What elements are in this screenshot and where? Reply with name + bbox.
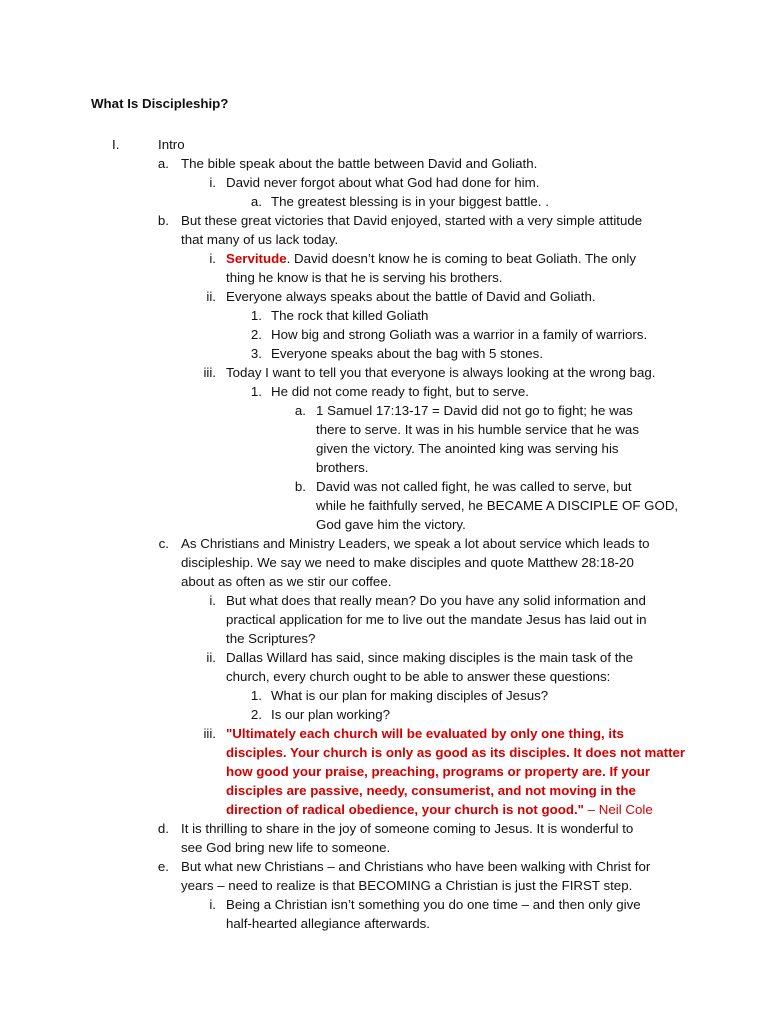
list-item-text: How big and strong Goliath was a warrior in a family of warriors. [271, 327, 648, 342]
outline-line [0, 135, 768, 154]
quote-text: how good your praise, preaching, programs or property are. If your [226, 764, 651, 779]
list-marker: i. [209, 897, 216, 912]
list-item-text: What is our plan for making disciples of Jesus? [271, 688, 549, 703]
list-marker: d. [157, 821, 169, 836]
outline-line [0, 211, 768, 230]
list-item-text: God gave him the victory. [316, 517, 466, 532]
quote-text: disciples. Your church is only as good as its disciples. It does not matter [226, 745, 686, 760]
quote-text: "Ultimately each church will be evaluated by only one thing, its [226, 726, 624, 741]
list-marker: iii. [203, 365, 216, 380]
list-item-text-part: . David doesn’t know he is coming to beat Goliath. The only [286, 251, 636, 266]
list-item-text: there to serve. It was in his humble service that he was [316, 422, 639, 437]
list-marker: 3. [250, 346, 262, 361]
list-item-text: The greatest blessing is in your biggest battle. . [271, 194, 549, 209]
outline-line [0, 572, 768, 591]
outline-line [0, 838, 768, 857]
quote-text: direction of radical obedience, your church is not good." [226, 802, 584, 817]
list-marker: a. [294, 403, 306, 418]
quote-text: disciples are passive, needy, consumerist, and not moving in the [226, 783, 636, 798]
outline-line [0, 306, 768, 325]
outline-line [0, 439, 768, 458]
list-marker: i. [209, 175, 216, 190]
outline-line [0, 363, 768, 382]
outline-line [0, 724, 768, 743]
list-item-text: about as often as we stir our coffee. [181, 574, 392, 589]
list-marker: b. [294, 479, 306, 494]
outline-line [0, 249, 768, 268]
list-item-text: Everyone always speaks about the battle of David and Goliath. [226, 289, 596, 304]
list-item-text: church, every church ought to be able to answer these questions: [226, 669, 611, 684]
outline-line [0, 154, 768, 173]
quote-attribution: – Neil Cole [583, 802, 653, 817]
list-marker: 2. [250, 327, 262, 342]
list-item-text: The bible speak about the battle between David and Goliath. [181, 156, 538, 171]
emphasis-word: Servitude [226, 251, 287, 266]
outline-line [0, 420, 768, 439]
list-item-text: The rock that killed Goliath [271, 308, 429, 323]
list-item-text: see God bring new life to someone. [181, 840, 391, 855]
outline-line [0, 477, 768, 496]
outline-line [0, 781, 768, 800]
outline-line [0, 648, 768, 667]
outline-line [0, 230, 768, 249]
outline-line [0, 268, 768, 287]
outline-line [0, 667, 768, 686]
outline-line [0, 743, 768, 762]
list-item-text: given the victory. The anointed king was serving his [316, 441, 619, 456]
list-item-text [226, 249, 636, 268]
list-marker: iii. [203, 726, 216, 741]
outline-line [0, 344, 768, 363]
list-marker: I. [112, 137, 120, 152]
list-item-text: practical application for me to live out the mandate Jesus has laid out in [226, 612, 647, 627]
outline-line [0, 192, 768, 211]
list-item-text: the Scriptures? [226, 631, 316, 646]
list-item-text: Everyone speaks about the bag with 5 stones. [271, 346, 544, 361]
page-title: What Is Discipleship? [91, 96, 229, 111]
list-item-text: while he faithfully served, he BECAME A DISCIPLE OF GOD, [316, 498, 679, 513]
outline-line [0, 173, 768, 192]
list-item-text: Today I want to tell you that everyone is always looking at the wrong bag. [226, 365, 656, 380]
list-marker: i. [209, 593, 216, 608]
outline-line [0, 914, 768, 933]
outline-line [0, 895, 768, 914]
list-item-text: David was not called fight, he was called to serve, but [316, 479, 632, 494]
list-item-text: brothers. [316, 460, 369, 475]
list-marker: 1. [250, 688, 262, 703]
list-item-text: But what new Christians – and Christians who have been walking with Christ for [181, 859, 651, 874]
list-item-text: It is thrilling to share in the joy of someone coming to Jesus. It is wonderful to [181, 821, 634, 836]
outline-line [0, 610, 768, 629]
outline-line [0, 553, 768, 572]
outline-line [0, 515, 768, 534]
list-item-text: Dallas Willard has said, since making disciples is the main task of the [226, 650, 634, 665]
list-item-text: thing he know is that he is serving his brothers. [226, 270, 503, 285]
list-item-text: Intro [158, 137, 185, 152]
list-marker: 2. [250, 707, 262, 722]
outline-line [0, 534, 768, 553]
list-marker: e. [157, 859, 169, 874]
outline-line [0, 705, 768, 724]
outline-line [0, 800, 768, 819]
list-item-text: 1 Samuel 17:13-17 = David did not go to fight; he was [316, 403, 633, 418]
outline-line [0, 382, 768, 401]
list-marker: i. [209, 251, 216, 266]
list-marker: a. [250, 194, 262, 209]
outline-line [0, 819, 768, 838]
list-item-text: He did not come ready to fight, but to serve. [271, 384, 529, 399]
list-marker: c. [158, 536, 169, 551]
outline-line [0, 762, 768, 781]
outline-line [0, 287, 768, 306]
outline-line [0, 496, 768, 515]
list-item-text: Is our plan working? [271, 707, 390, 722]
list-item-text: years – need to realize is that BECOMING a Christian is just the FIRST step. [181, 878, 633, 893]
list-item-text: David never forgot about what God had done for him. [226, 175, 540, 190]
list-item-text: half-hearted allegiance afterwards. [226, 916, 431, 931]
outline-line [0, 686, 768, 705]
list-marker: b. [157, 213, 169, 228]
outline-line [0, 325, 768, 344]
outline-line [0, 591, 768, 610]
list-item-text: Being a Christian isn’t something you do one time – and then only give [226, 897, 641, 912]
list-marker: 1. [250, 308, 262, 323]
list-item-text: that many of us lack today. [181, 232, 339, 247]
outline-line [0, 876, 768, 895]
list-item-text: But these great victories that David enjoyed, started with a very simple attitude [181, 213, 643, 228]
outline-line [0, 629, 768, 648]
outline-line [0, 458, 768, 477]
list-item-text: But what does that really mean? Do you have any solid information and [226, 593, 646, 608]
list-marker: ii. [206, 650, 216, 665]
list-item-text: discipleship. We say we need to make disciples and quote Matthew 28:18-20 [181, 555, 634, 570]
outline-line [0, 857, 768, 876]
list-marker: a. [157, 156, 169, 171]
list-marker: 1. [250, 384, 262, 399]
outline-line [0, 401, 768, 420]
list-marker: ii. [206, 289, 216, 304]
list-item-text: As Christians and Ministry Leaders, we speak a lot about service which leads to [181, 536, 650, 551]
